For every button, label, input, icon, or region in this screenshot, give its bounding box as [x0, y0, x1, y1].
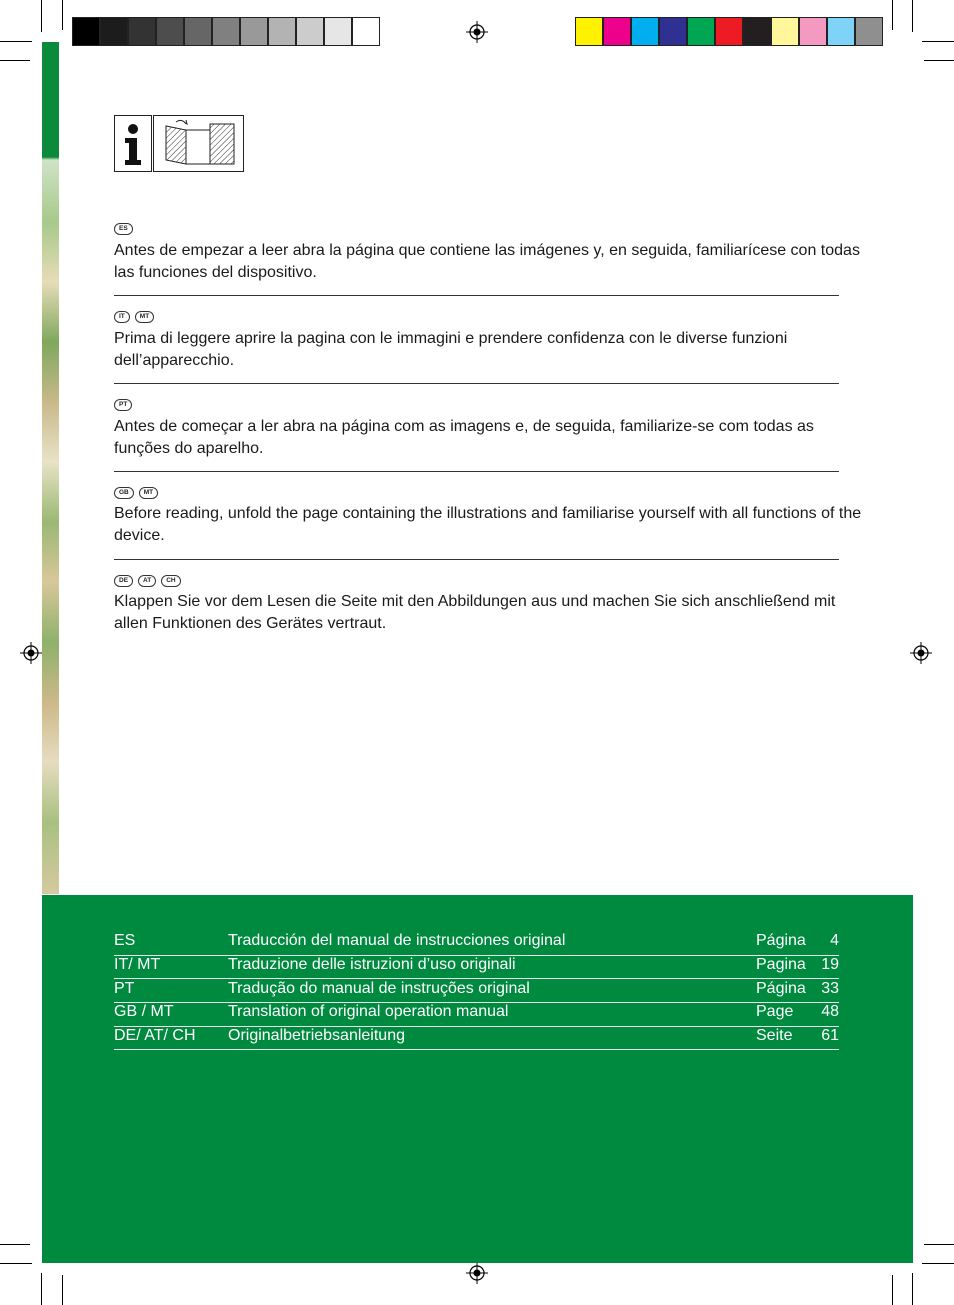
gray-swatch	[72, 17, 100, 46]
language-tag: IT	[114, 311, 130, 323]
language-tag: AT	[138, 575, 156, 587]
language-tags	[114, 311, 154, 323]
crop-mark	[0, 60, 30, 61]
registration-mark-icon	[466, 1262, 488, 1284]
toc-page-word: Pagina	[756, 956, 806, 973]
language-tag: MT	[139, 487, 158, 499]
color-swatch	[855, 17, 883, 46]
crop-mark	[62, 0, 63, 30]
toc-row[interactable]	[114, 930, 839, 953]
language-tags	[114, 487, 158, 499]
crop-mark	[62, 1275, 63, 1305]
crop-mark	[924, 1244, 954, 1245]
crop-mark	[924, 60, 954, 61]
section-divider	[114, 471, 839, 472]
crop-mark	[922, 41, 954, 42]
crop-mark	[0, 41, 32, 42]
gray-swatch	[184, 17, 212, 46]
crop-mark	[912, 1273, 913, 1305]
toc-language: PT	[114, 980, 135, 997]
foldout-page-icon	[153, 115, 244, 172]
crop-mark	[922, 1263, 954, 1264]
crop-mark	[892, 0, 893, 30]
color-swatch	[771, 17, 799, 46]
toc-title: Translation of original operation manual	[228, 1003, 509, 1020]
toc-page-number: 48	[821, 1003, 839, 1020]
section-text-pt: Antes de começar a ler abra na página com as imagens e, de seguida, familiarize-se com todas as funções do aparelho.	[114, 418, 814, 457]
section-divider	[114, 559, 839, 560]
toc-row[interactable]	[114, 978, 839, 1001]
gray-swatch	[156, 17, 184, 46]
color-swatch	[631, 17, 659, 46]
color-swatch	[687, 17, 715, 46]
language-tags	[114, 399, 132, 411]
language-tags	[114, 223, 133, 235]
gray-swatch	[268, 17, 296, 46]
color-swatch	[715, 17, 743, 46]
toc-language: GB / MT	[114, 1003, 174, 1020]
crop-mark	[0, 1263, 32, 1264]
color-swatch	[603, 17, 631, 46]
color-swatch	[799, 17, 827, 46]
toc-language: ES	[114, 932, 136, 949]
toc-row[interactable]	[114, 1025, 839, 1048]
toc-page-number: 61	[821, 1027, 839, 1044]
registration-mark-icon	[20, 642, 42, 664]
crop-mark	[41, 0, 42, 32]
language-tag: GB	[114, 487, 134, 499]
gray-swatch	[296, 17, 324, 46]
registration-mark-icon	[466, 21, 488, 43]
color-swatch	[743, 17, 771, 46]
info-icon	[114, 115, 152, 172]
toc-title: Tradução do manual de instruções original	[228, 980, 530, 997]
registration-mark-icon	[910, 642, 932, 664]
color-swatch	[575, 17, 603, 46]
toc-page-number: 19	[821, 956, 839, 973]
language-tag: MT	[135, 311, 154, 323]
section-text-de: Klappen Sie vor dem Lesen die Seite mit den Abbildungen aus und machen Sie sich anschließend mit allen Funktionen des Gerätes vertraut.	[114, 593, 836, 632]
section-divider	[114, 295, 839, 296]
gray-swatch	[240, 17, 268, 46]
toc-page-word: Page	[756, 1003, 794, 1020]
section-text-gb: Before reading, unfold the page containing the illustrations and familiarise yourself with all functions of the device.	[114, 505, 862, 544]
language-tag: PT	[114, 399, 132, 411]
gray-swatch	[100, 17, 128, 46]
language-tag: ES	[114, 223, 133, 235]
crop-mark	[892, 1275, 893, 1305]
toc-language: DE/ AT/ CH	[114, 1027, 196, 1044]
language-tags	[114, 575, 181, 587]
section-text-it: Prima di leggere aprire la pagina con le immagini e prendere confidenza con le diverse funzioni dell’apparecchio.	[114, 330, 788, 369]
toc-title: Originalbetriebsanleitung	[228, 1027, 405, 1044]
toc-language: IT/ MT	[114, 956, 161, 973]
color-swatch	[659, 17, 687, 46]
toc-row[interactable]	[114, 954, 839, 977]
section-divider	[114, 383, 839, 384]
section-text-es: Antes de empezar a leer abra la página que contiene las imágenes y, en seguida, familiarícese con todas las funciones del dispositivo.	[114, 242, 860, 281]
toc-page-number: 33	[821, 980, 839, 997]
language-tag: CH	[161, 575, 180, 587]
toc-page-word: Página	[756, 980, 806, 997]
toc-title: Traduzione delle istruzioni d’uso originali	[228, 956, 516, 973]
toc-page-number: 4	[830, 932, 839, 949]
toc-page-word: Seite	[756, 1027, 793, 1044]
toc-row[interactable]	[114, 1001, 839, 1024]
gray-swatch	[324, 17, 352, 46]
crop-mark	[0, 1244, 30, 1245]
crop-mark	[41, 1273, 42, 1305]
cover-image-strip	[42, 42, 59, 894]
gray-swatch	[128, 17, 156, 46]
toc-divider	[114, 1049, 839, 1050]
gray-swatch	[352, 17, 380, 46]
color-swatch	[827, 17, 855, 46]
crop-mark	[912, 0, 913, 32]
toc-page-word: Página	[756, 932, 806, 949]
language-tag: DE	[114, 575, 133, 587]
toc-title: Traducción del manual de instrucciones original	[228, 932, 566, 949]
gray-swatch	[212, 17, 240, 46]
